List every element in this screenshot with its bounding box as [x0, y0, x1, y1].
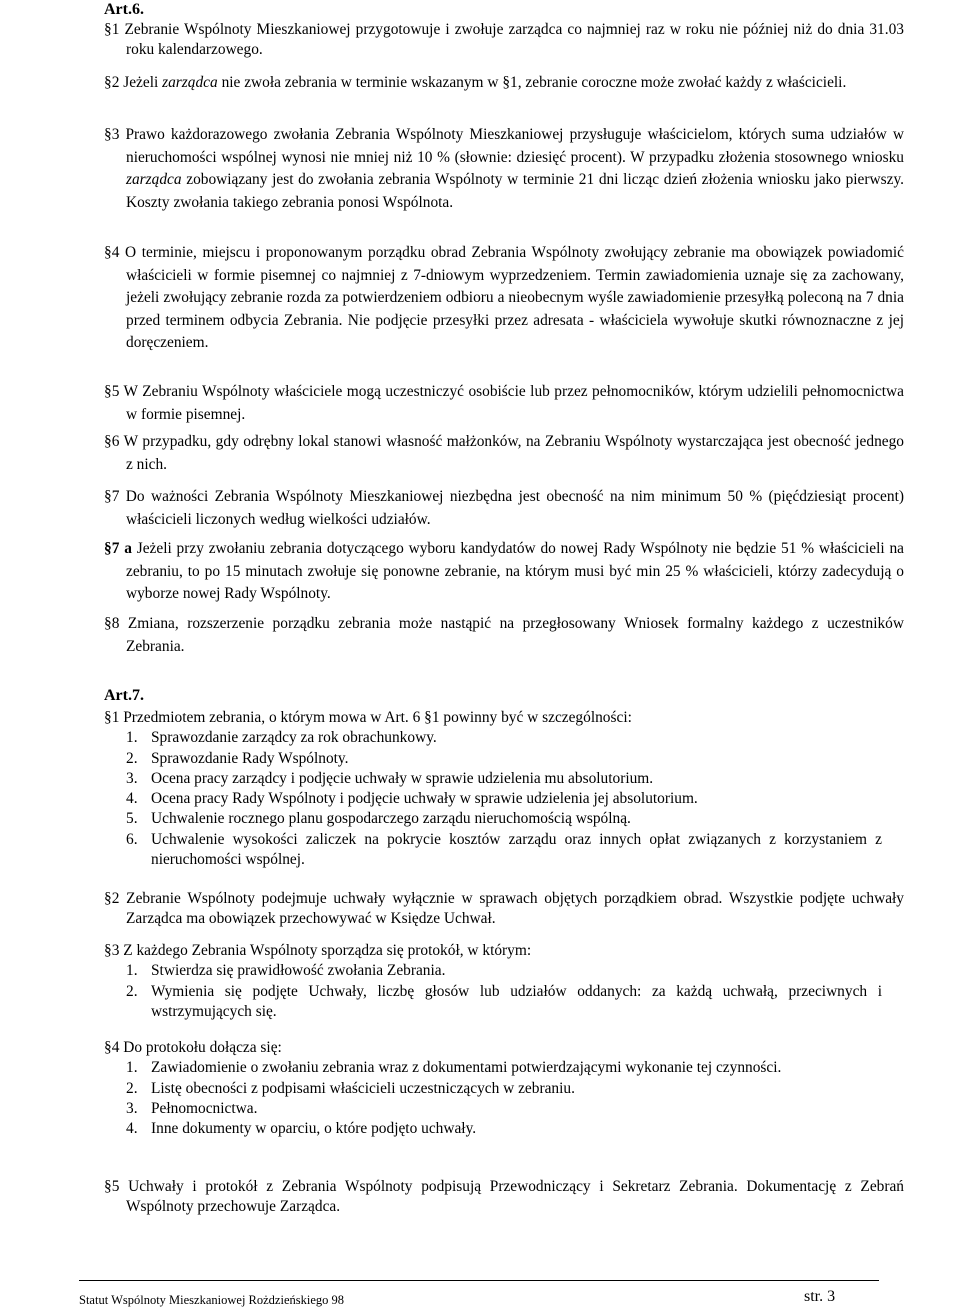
list-item — [104, 830, 882, 871]
art6-p3-emphasis: zarządca — [126, 171, 182, 189]
list-item-text: Sprawozdanie zarządcy za rok obrachunkowy. — [151, 729, 437, 747]
list-item-number: 2. — [126, 982, 138, 1000]
art7-section-3-title: §3 Z każdego Zebrania Wspólnoty sporządza się protokół, w którym: — [104, 942, 532, 959]
list-item-number: 5. — [126, 810, 138, 828]
art7-section-3 — [104, 941, 882, 1022]
list-item-text: Pełnomocnictwa. — [151, 1099, 258, 1117]
list-item-text: Uchwalenie wysokości zaliczek na pokrycie kosztów zarządu oraz innych opłat związanych z korzystaniem z nieruchomości wspólnej. — [151, 830, 882, 869]
list-item-text: Ocena pracy Rady Wspólnoty i podjęcie uchwały w sprawie udzielenia jej absolutorium. — [151, 790, 698, 808]
art6-paragraph-3 — [104, 124, 904, 214]
art7-section-4-list — [104, 1058, 882, 1139]
footer-document-title: Statut Wspólnoty Mieszkaniowej Rożdzieńskiego 98 — [79, 1293, 345, 1307]
list-item-text: Listę obecności z podpisami właścicieli uczestniczących w zebraniu. — [151, 1079, 575, 1097]
art7-section-2: §2 Zebranie Wspólnoty podejmuje uchwały wyłącznie w sprawach objętych porządkiem obrad. Wszystkie podjęte uchwały Zarządca ma obowiązek przechowywać w Księdze Uchwał. — [104, 890, 904, 927]
list-item — [104, 982, 882, 1023]
art7-section-1-list — [104, 728, 882, 870]
list-item-text: Uchwalenie rocznego planu gospodarczego zarządu nieruchomością wspólną. — [151, 810, 631, 828]
list-item-number: 3. — [126, 1099, 138, 1117]
list-item-text: Wymienia się podjęte Uchwały, liczbę głosów lub udziałów oddanych: za każdą uchwałą, przeciwnych i wstrzymujących się. — [151, 982, 882, 1020]
list-item — [104, 1058, 882, 1078]
art6-paragraph-1: §1 Zebranie Wspólnoty Mieszkaniowej przygotowuje i zwołuje zarządca co najmniej raz w roku nie później niż do dnia 31.03 roku kalendarzowego. — [104, 21, 904, 58]
list-item — [104, 728, 882, 748]
list-item — [104, 1119, 882, 1139]
art6-paragraph-4: §4 O terminie, miejscu i proponowanym porządku obrad Zebrania Wspólnoty zwołujący zebranie ma obowiązek powiadomić właścicieli w formie pisemnej co najmniej z 7-dniowym wyprzedzeniem. Termin zawiadomienia uznaje się za zachowany, jeżeli zwołujący zebranie rozda za potwierdzeniem odbioru a nieobecnym wyśle zawiadomienie przesyłką poleconą na 7 dnia przed terminem odbycia Zebrania. Nie podjęcie przesyłki przez adresata - właściciela wywołuje skutki równoznaczne z jej doręczeniem. — [104, 244, 904, 352]
list-item-number: 6. — [126, 830, 138, 848]
art7-section-3-list — [104, 961, 882, 1022]
art6-paragraph-6: §6 W przypadku, gdy odrębny lokal stanowi własność małżonków, na Zebraniu Wspólnoty wystarczająca jest obecność jednego z nich. — [104, 433, 904, 473]
art6-paragraph-7: §7 Do ważności Zebrania Wspólnoty Mieszkaniowej niezbędna jest obecność na nim minimum 50 % (pięćdziesiąt procent) właścicieli liczonych według wielkości udziałów. — [104, 488, 904, 528]
art7-section-1-title: §1 Przedmiotem zebrania, o którym mowa w Art. 6 §1 powinny być w szczególności: — [104, 709, 632, 726]
list-item — [104, 961, 882, 981]
art6-p2-emphasis: zarządca — [162, 74, 218, 91]
footer-divider — [79, 1280, 879, 1281]
list-item-text: Zawiadomienie o zwołaniu zebrania wraz z dokumentami potwierdzającymi wykonanie tej czynności. — [151, 1059, 782, 1077]
list-item-number: 1. — [126, 1059, 138, 1077]
art7-section-1 — [104, 708, 882, 870]
art6-p7a-label: §7 a — [104, 540, 132, 557]
list-item-number: 4. — [126, 790, 138, 808]
footer-page-number: str. 3 — [804, 1288, 836, 1305]
art6-p3-part-1: §3 Prawo każdorazowego zwołania Zebrania Wspólnoty Mieszkaniowej przysługuje właścicielom, których suma udziałów w nieruchomości wspólnej wynosi nie mniej niż 10 % (słownie: dziesięć procent). W przypadku złożenia stosownego wniosku — [104, 126, 904, 166]
list-item-number: 1. — [126, 729, 138, 747]
art6-p3-part-2: zobowiązany jest do zwołania zebrania Wspólnoty w terminie 21 dni licząc dzień złożenia wniosku jako pierwszy. Koszty zwołania takiego zebrania ponosi Wspólnota. — [126, 171, 904, 211]
list-item — [104, 789, 882, 809]
list-item-number: 2. — [126, 749, 138, 767]
article-7-heading: Art.7. — [104, 687, 144, 704]
list-item-number: 3. — [126, 769, 138, 787]
art7-section-4-title: §4 Do protokołu dołącza się: — [104, 1039, 282, 1056]
art6-paragraph-2 — [104, 73, 904, 93]
art7-section-5: §5 Uchwały i protokół z Zebrania Wspólnoty podpisują Przewodniczący i Sekretarz Zebrania. Dokumentację z Zebrań Wspólnoty przechowuje Zarządca. — [104, 1178, 904, 1215]
list-item-number: 4. — [126, 1120, 138, 1138]
art6-paragraph-7a — [104, 538, 904, 606]
article-6-heading: Art.6. — [104, 1, 144, 18]
art7-section-4 — [104, 1038, 882, 1139]
art6-p7a-text: Jeżeli przy zwołaniu zebrania dotyczącego wyboru kandydatów do nowej Rady Wspólnoty nie będzie 51 % właścicieli na zebraniu, to po 15 minutach zwołuje się ponowne zebranie, na którym musi być min 25 % właścicieli, którzy zadecydują o wyborze nowej Rady Wspólnoty. — [126, 540, 904, 603]
list-item — [104, 1099, 882, 1119]
list-item-text: Stwierdza się prawidłowość zwołania Zebrania. — [151, 962, 446, 980]
list-item — [104, 749, 882, 769]
list-item-text: Sprawozdanie Rady Wspólnoty. — [151, 749, 349, 767]
list-item — [104, 809, 882, 829]
list-item-text: Inne dokumenty w oparciu, o które podjęto uchwały. — [151, 1120, 477, 1138]
list-item-number: 1. — [126, 962, 138, 980]
list-item — [104, 1079, 882, 1099]
art6-p2-part-2: nie zwoła zebrania w terminie wskazanym w §1, zebranie coroczne może zwołać każdy z właścicieli. — [217, 74, 847, 91]
list-item-text: Ocena pracy zarządcy i podjęcie uchwały w sprawie udzielenia mu absolutorium. — [151, 769, 654, 787]
art6-p2-part-1: §2 Jeżeli — [104, 74, 163, 91]
list-item-number: 2. — [126, 1079, 138, 1097]
art6-paragraph-8: §8 Zmiana, rozszerzenie porządku zebrania może nastąpić na przegłosowany Wniosek formalny każdego z uczestników Zebrania. — [104, 615, 904, 655]
list-item — [104, 769, 882, 789]
art6-paragraph-5: §5 W Zebraniu Wspólnoty właściciele mogą uczestniczyć osobiście lub przez pełnomocników, którym udzielili pełnomocnictwa w formie pisemnej. — [104, 383, 904, 423]
